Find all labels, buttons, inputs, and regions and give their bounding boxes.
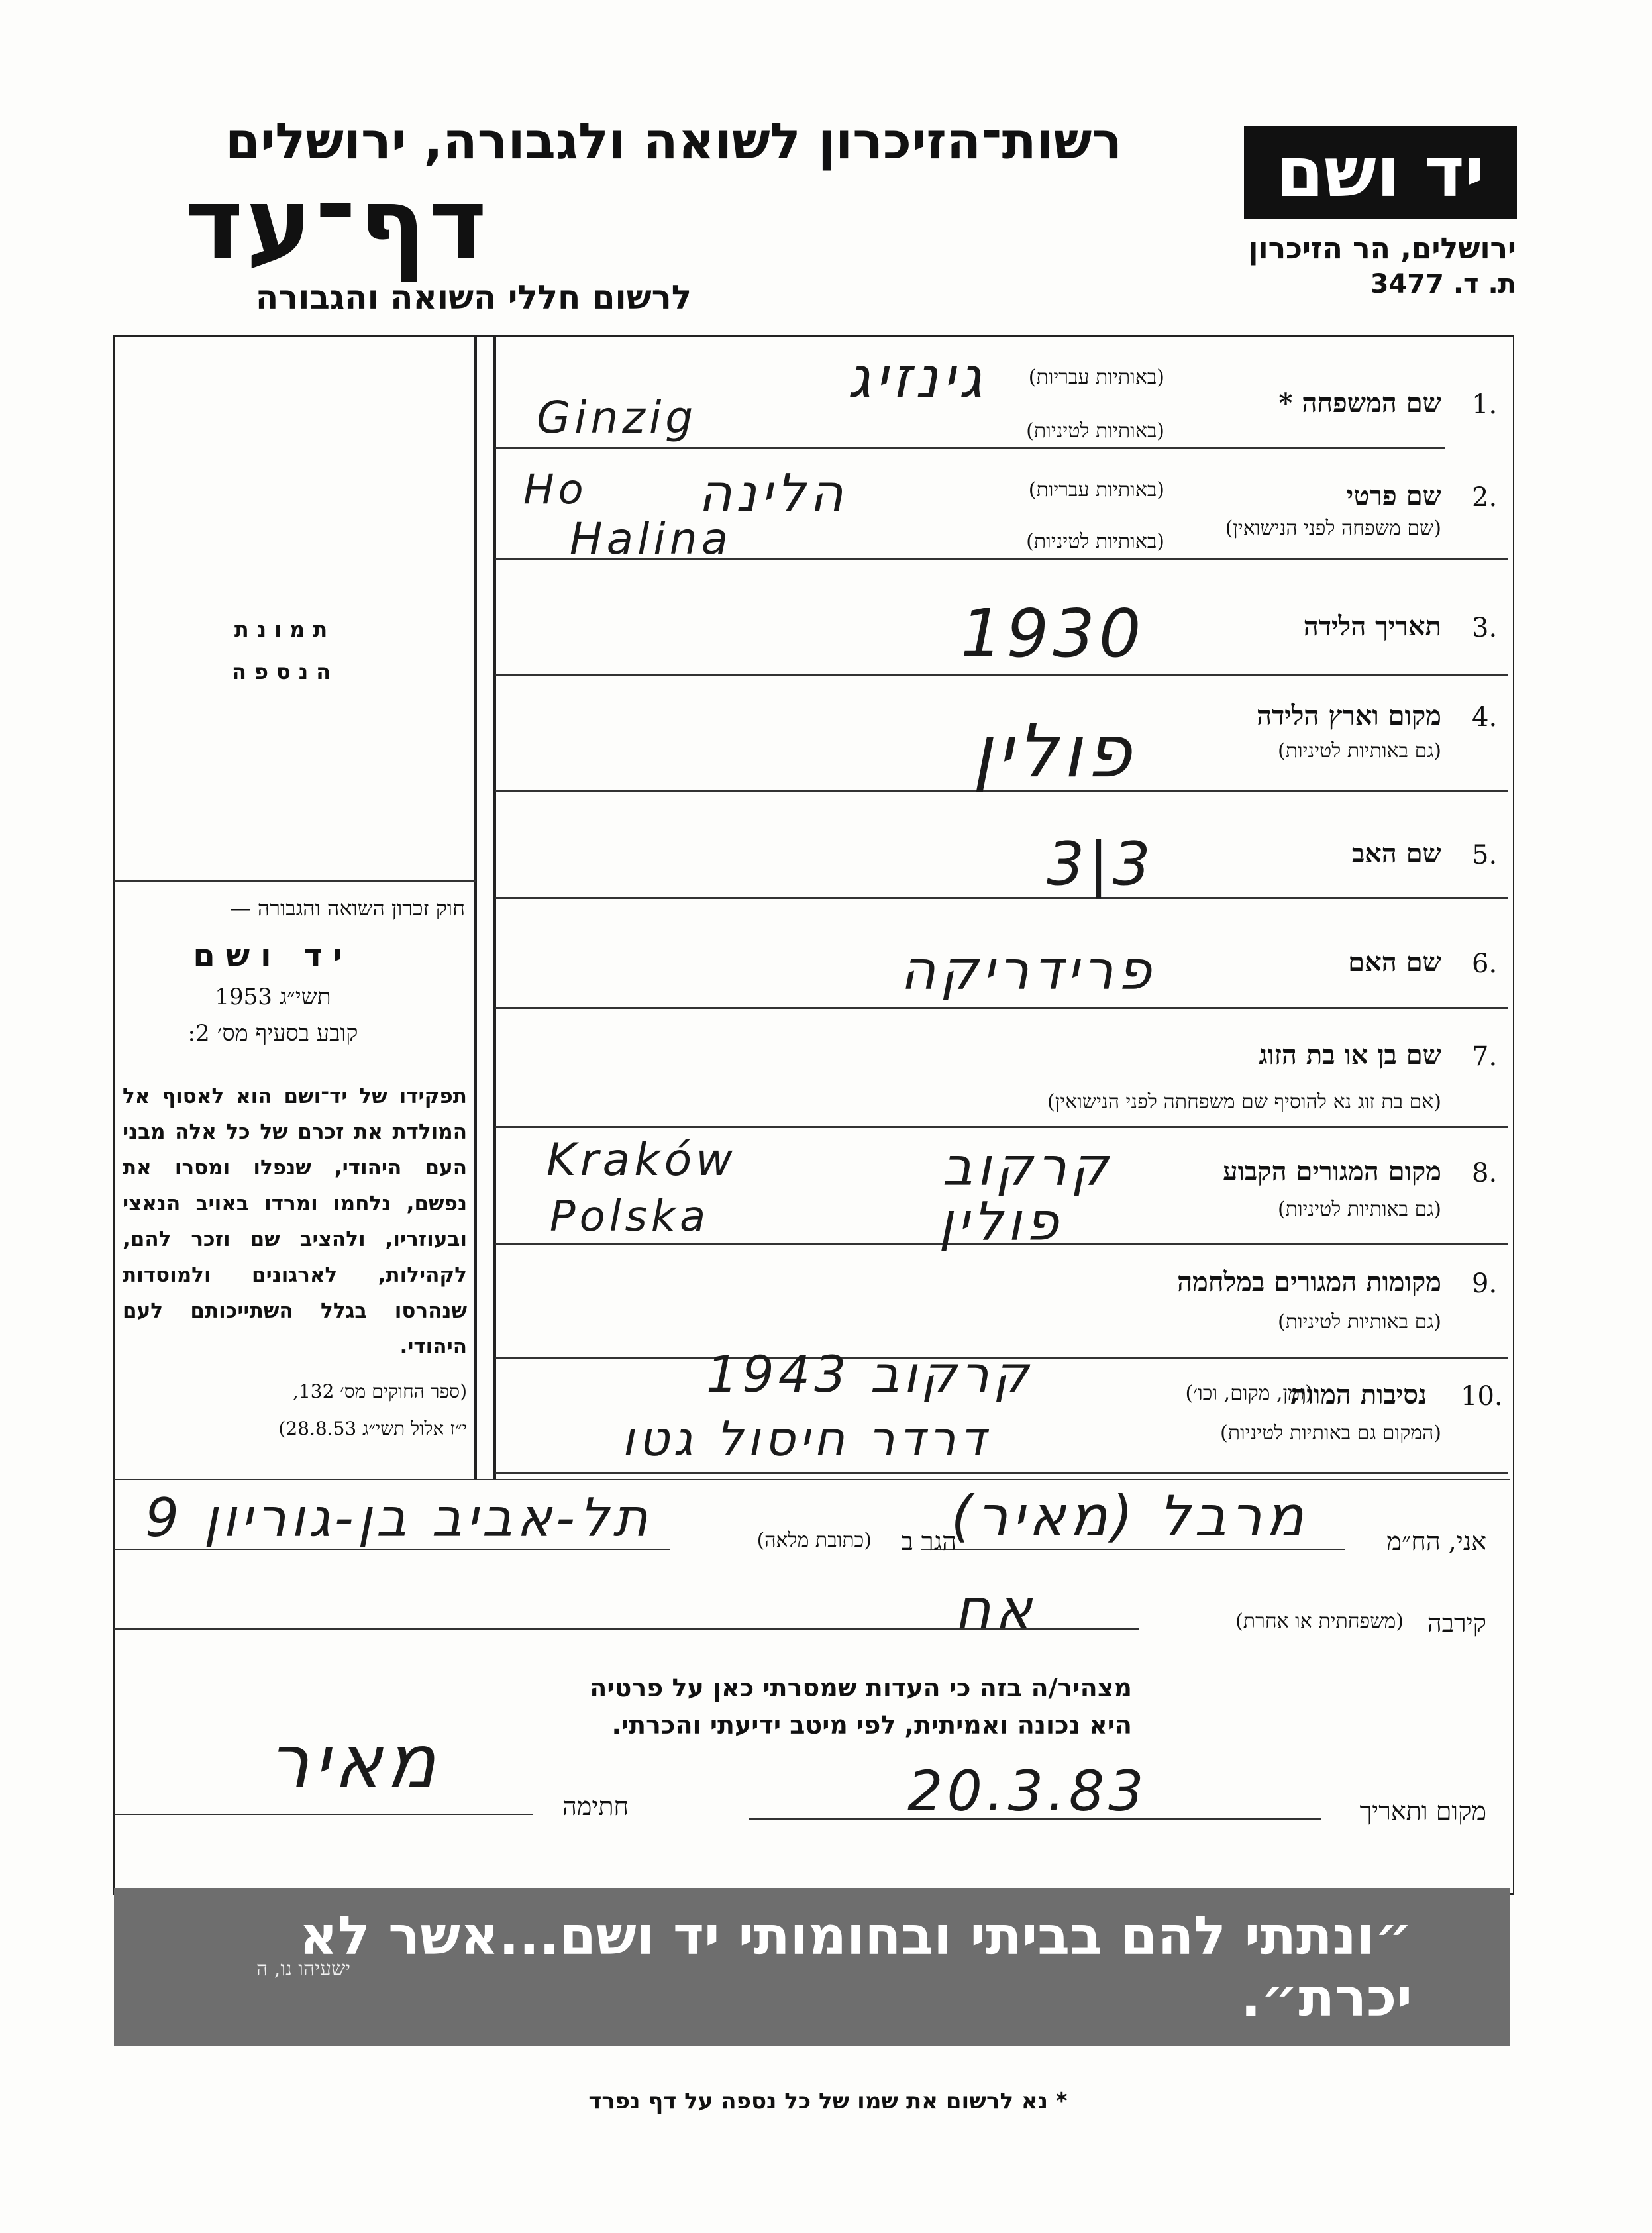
field-10-sub: (המקום גם באותיות לטיניות) [1219, 1422, 1441, 1445]
signature[interactable]: מאיר [268, 1719, 440, 1804]
signature-label: חתימה [562, 1792, 629, 1821]
row-line [495, 1007, 1508, 1009]
logo-po-box: ת. ד. 3477 [1370, 269, 1516, 299]
photo-label-2: הנספה [232, 659, 339, 684]
row-line [495, 897, 1508, 899]
field-3-number: 3. [1472, 613, 1498, 643]
field-8-answer-latin-country[interactable]: Polska [550, 1192, 710, 1241]
field-7-sub: (אם בת זוג נא להוסיף שם משפחתה לפני הנישואין) [1047, 1090, 1441, 1114]
footnote: * נא לרשום את שמו של כל נספה על דף נפרד [588, 2088, 1068, 2114]
field-4-answer[interactable]: פולין [972, 709, 1135, 794]
statement-line-1: מצהיר/ה בזה כי העדות שמסרתי כאן על פרטיה [590, 1673, 1132, 1702]
field-9-sub: (גם באותיות לטיניות) [1278, 1310, 1441, 1333]
place-date-label: מקום ותאריך [1359, 1796, 1486, 1826]
field-3-answer[interactable]: 1930 [960, 595, 1145, 672]
law-heading: חוק זכרון השואה והגבורה — [229, 896, 465, 921]
field-6-number: 6. [1472, 949, 1498, 979]
field-7-label: שם בן או בת הזוג [1259, 1039, 1441, 1070]
law-name: יד ושם [193, 937, 353, 974]
page-subtitle: לרשום חללי השואה והגבורה [255, 278, 692, 317]
declarant-address[interactable]: תל-אביב בן-גוריון 9 [145, 1487, 652, 1549]
relation-label: קירבה [1427, 1608, 1486, 1637]
field-8-answer-hebrew[interactable]: קרקוב [942, 1136, 1112, 1198]
field-10-answer[interactable]: קרקוב 1943 [706, 1345, 1033, 1404]
field-8-label: מקום המגורים הקבוע [1223, 1156, 1441, 1187]
row-line [495, 674, 1508, 676]
logo-address: ירושלים, הר הזיכרון [1248, 232, 1516, 266]
field-3-label: תאריך הלידה [1303, 611, 1441, 642]
field-2-answer-extra[interactable]: Ho [523, 465, 588, 513]
column-divider-right [493, 335, 496, 1480]
banner-quote: ״ונתתי להם בביתי ובחומותי יד ושם...אשר לא יכרת״. [299, 1905, 1412, 2028]
field-2-note-latin: (באותיות לטיניות) [1026, 530, 1164, 553]
field-5-answer[interactable]: 3|3 [1047, 829, 1155, 899]
field-2-answer-hebrew[interactable]: הלינה [698, 464, 847, 523]
relation-note: (משפחתית או אחרת) [1235, 1610, 1404, 1633]
field-9-number: 9. [1472, 1269, 1498, 1299]
field-10-number: 10. [1461, 1381, 1503, 1412]
field-4-label: מקום וארץ הלידה [1256, 700, 1441, 731]
field-2-sub: (שם משפחה לפני הנישואין) [1225, 517, 1441, 540]
field-2-number: 2. [1472, 482, 1498, 513]
page-title: דף־עד [185, 167, 490, 282]
yad-vashem-logo: יד ושם [1244, 126, 1517, 219]
resides-label: הגר ב [901, 1527, 956, 1556]
field-10-label: נסיבות המוות [1290, 1379, 1427, 1410]
field-5-label: שם האב [1351, 838, 1441, 869]
field-2-label: שם פרטי [1346, 480, 1441, 511]
law-year: תשי״ג 1953 [215, 984, 331, 1010]
field-1-label: שם המשפחה * [1278, 388, 1441, 419]
field-4-sub: (גם באותיות לטיניות) [1278, 739, 1441, 762]
field-7-number: 7. [1472, 1041, 1498, 1072]
law-reference-1: (ספר החוקים מס׳ 132, [293, 1380, 467, 1402]
row-line [495, 1126, 1508, 1128]
relation-value[interactable]: אח [954, 1577, 1036, 1641]
authority-name: רשות־הזיכרון לשואה ולגבורה, ירושלים [225, 111, 1122, 170]
declarant-name[interactable]: מרבל (מאיר) [951, 1484, 1308, 1549]
field-9-label: מקומות המגורים במלחמה [1177, 1267, 1441, 1298]
field-10-label-extra: (זמן, מקום, וכו׳) [1185, 1382, 1313, 1405]
field-8-sub: (גם באותיות לטיניות) [1278, 1198, 1441, 1221]
field-1-answer-latin[interactable]: Ginzig [537, 392, 697, 443]
field-8-answer-hebrew-country[interactable]: פולין [939, 1191, 1062, 1253]
field-8-answer-latin[interactable]: Kraków [546, 1134, 737, 1186]
law-section: קובע בסעיף מס׳ 2: [187, 1020, 358, 1047]
signature-line [114, 1814, 533, 1815]
declarant-label: אני, הח״מ [1386, 1527, 1486, 1556]
field-5-number: 5. [1472, 840, 1498, 870]
declaration-date[interactable]: 20.3.83 [907, 1759, 1148, 1824]
column-divider-left [474, 335, 477, 1480]
field-1-note-latin: (באותיות לטיניות) [1026, 419, 1164, 442]
field-8-number: 8. [1472, 1158, 1498, 1188]
declarant-line [921, 1549, 1345, 1550]
field-2-answer-latin[interactable]: Halina [570, 513, 733, 564]
field-6-answer[interactable]: פרידריקה [900, 939, 1155, 1002]
section-divider [114, 1479, 1510, 1480]
address-note: (כתובת מלאה) [756, 1529, 872, 1552]
row-line [495, 1472, 1508, 1474]
photo-label-1: תמונת [234, 617, 336, 642]
field-1-number: 1. [1472, 389, 1498, 420]
address-line [114, 1549, 670, 1550]
law-reference-2: י״ז אלול תשי״ג 28.8.53) [278, 1418, 467, 1439]
law-body: תפקידו של יד־ושם הוא לאסוף אל המולדת את זכרם של כל אלה מבני העם היהודי, שנפלו ומסרו את נפשם, נלחמו ומרדו באויב הנאצי ובעוזריו, ולהציב שם וזכר להם, לקהילות, לארגונים ולמוסדות שנהרסו בגלל השתייכותם לעם היהודי. [123, 1084, 467, 1359]
field-4-number: 4. [1472, 702, 1498, 733]
field-6-label: שם האם [1348, 947, 1441, 978]
field-1-answer-hebrew[interactable]: גינזיג [847, 344, 986, 411]
row-line [495, 447, 1445, 449]
field-2-note-hebrew: (באותיות עבריות) [1028, 478, 1164, 501]
field-10-answer-line2[interactable]: דרדר חיסול גטו [621, 1411, 990, 1467]
field-1-note-hebrew: (באותיות עבריות) [1028, 366, 1164, 389]
quote-banner [114, 1888, 1510, 2046]
photo-placeholder [232, 608, 338, 693]
photo-law-divider [114, 880, 476, 882]
statement-line-2: היא נכונה ואמיתית, לפי מיטב ידיעתי והכרתי. [611, 1710, 1132, 1740]
banner-source: ישעיהו נו, ה [256, 1957, 351, 1981]
